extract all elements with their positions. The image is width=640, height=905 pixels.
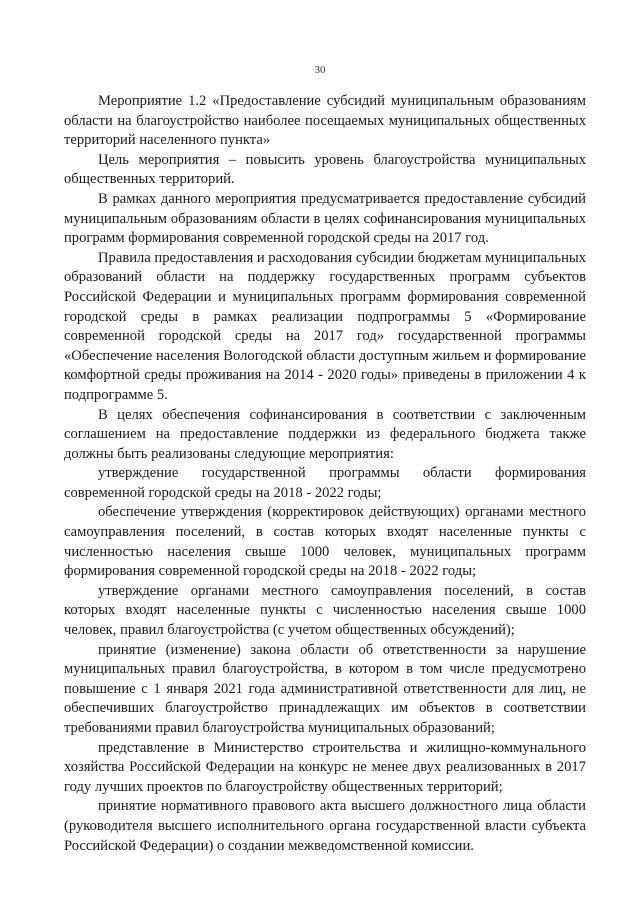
page-number: 30 [314, 64, 326, 76]
paragraph-measure-title: Мероприятие 1.2 «Предоставление субсидий муниципальным образованиям области на благоустройство наиболее посещаемых муниципальных общественных территорий населенного пункта» [64, 93, 586, 149]
paragraph-subsidy-scope: В рамках данного мероприятия предусматривается предоставление субсидий муниципальным образованиям области в целях софинансирования муниципальных программ формирования современной городской среды на 2017 год. [64, 190, 586, 247]
list-item-improvement-rules: утверждение органами местного самоуправления поселений, в состав которых входят населенные пункты с численностью населения свыше 1000 человек, правил благоустройства (с учетом общественных обсуждений); [64, 582, 586, 639]
list-item-state-program: утверждение государственной программы области формирования современной городской среды на 2018 - 2022 годы; [64, 465, 586, 501]
list-item-contest-projects: представление в Министерство строительства и жилищно-коммунального хозяйства Российской Федерации на конкурс не менее двух реализованных в 2017 году лучших проектов по благоустройству общественных территорий; [64, 739, 586, 795]
paragraph-cofinancing: В целях обеспечения софинансирования в соответствии с заключенным соглашением на предоставление поддержки из федерального бюджета также должны быть реализованы следующие мероприятия: [64, 406, 586, 462]
paragraph-rules: Правила предоставления и расходования субсидии бюджетам муниципальных образований области на поддержку государственных программ субъектов Российской Федерации и муниципальных программ формирования современной городской среды в рамках реализации подпрограммы 5 «Формирование современной городской среды на 2017 год» государственной программы «Обеспечение населения Вологодской области доступным жильем и формирование комфортной среды проживания на 2014 - 2020 годы» приведены в приложении 4 к подпрограмме 5. [64, 249, 586, 403]
list-item-responsibility-law: принятие (изменение) закона области об ответственности за нарушение муниципальных правил благоустройства, в котором в том числе предусмотрено повышение с 1 января 2021 года административной ответственности для лиц, не обеспечивших благоустройство принадлежащих им объектов в соответствии требованиями правил благоустройства муниципальных образований; [64, 641, 586, 736]
paragraph-goal: Цель мероприятия – повысить уровень благоустройства муниципальных общественных территорий. [64, 151, 586, 188]
list-item-commission-act: принятие нормативного правового акта высшего должностного лица области (руководителя высшего исполнительного органа государственной власти субъекта Российской Федерации) о создании межведомственной комиссии. [64, 798, 586, 854]
document-body [64, 92, 586, 856]
list-item-municipal-programs: обеспечение утверждения (корректировок действующих) органами местного самоуправления поселений, в состав которых входят населенные пункты с численностью населения свыше 1000 человек, муниципальных программ формирования современной городской среды на 2018 - 2022 годы; [64, 504, 586, 580]
